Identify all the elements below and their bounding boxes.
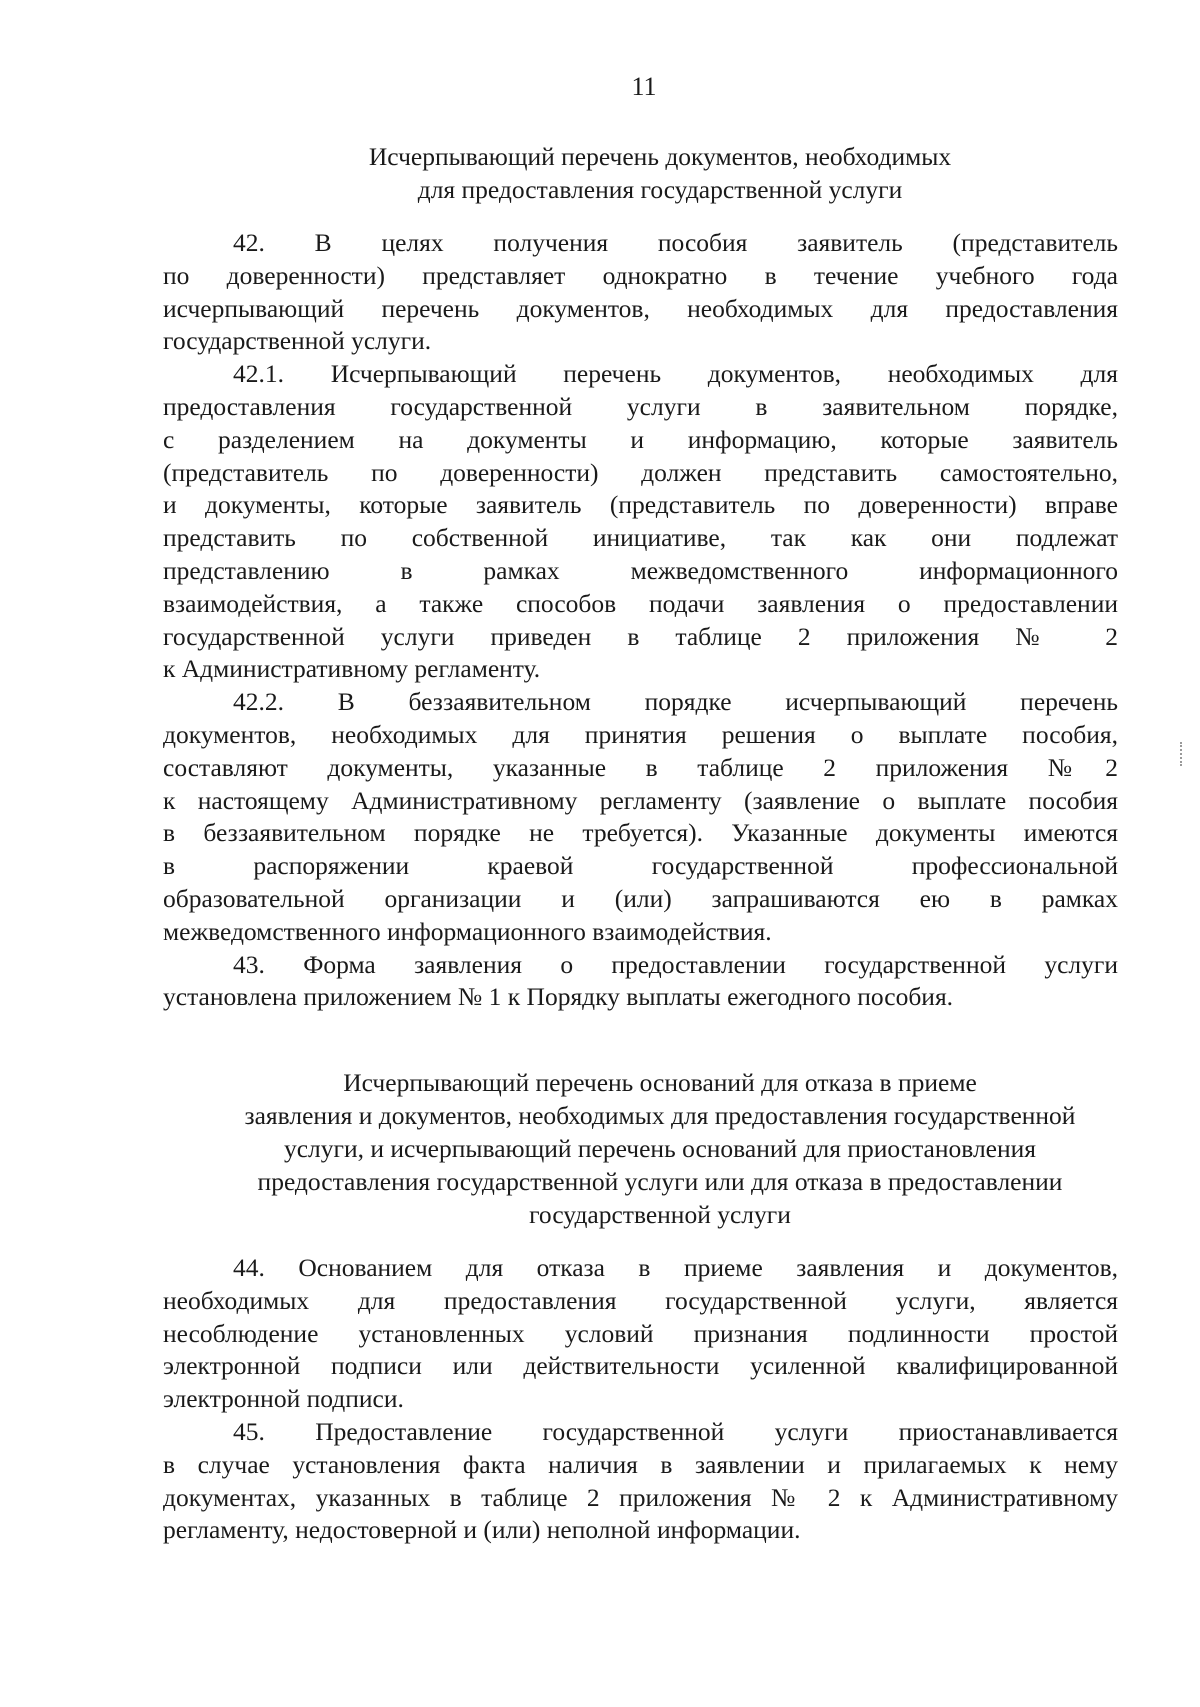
text-line: и документы, которые заявитель (представитель по доверенности) вправе: [163, 490, 1118, 520]
text-line: в беззаявительном порядке не требуется). Указанные документы имеются: [163, 818, 1118, 848]
text-line: образовательной организации и (или) запрашиваются ею в рамках: [163, 883, 1118, 913]
paragraph-42-2: [163, 686, 1118, 948]
paragraph-43: [163, 949, 1118, 1015]
text-line: к Административному регламенту.: [163, 654, 541, 684]
text-line: документов, необходимых для принятия решения о выплате пособия,: [163, 719, 1118, 749]
scan-margin-mark: [1180, 742, 1184, 766]
paragraph-44: [163, 1252, 1118, 1416]
paragraph-42-1: [163, 358, 1118, 686]
text-line: представить по собственной инициативе, так как они подлежат: [163, 523, 1118, 553]
heading-line: предоставления государственной услуги или для отказа в предоставлении: [257, 1167, 1063, 1196]
section-body-refusal: [163, 1252, 1118, 1547]
text-line: межведомственного информационного взаимодействия.: [163, 916, 772, 946]
heading-line: для предоставления государственной услуги: [417, 175, 903, 204]
text-line: предоставления государственной услуги в заявительном порядке,: [163, 391, 1118, 421]
text-line: исчерпывающий перечень документов, необходимых для предоставления: [163, 293, 1118, 323]
text-line: регламенту, недостоверной и (или) неполной информации.: [163, 1515, 801, 1545]
text-line: установлена приложением № 1 к Порядку выплаты ежегодного пособия.: [163, 982, 954, 1012]
text-line: государственной услуги.: [163, 326, 432, 356]
heading-line: Исчерпывающий перечень оснований для отказа в приеме: [343, 1068, 977, 1097]
text-line: 43. Форма заявления о предоставлении государственной услуги: [233, 949, 1118, 979]
text-line: представлению в рамках межведомственного информационного: [163, 555, 1118, 585]
text-line: в распоряжении краевой государственной профессиональной: [163, 851, 1118, 881]
text-line: несоблюдение установленных условий признания подлинности простой: [163, 1318, 1118, 1348]
text-line: в случае установления факта наличия в заявлении и прилагаемых к нему: [163, 1449, 1118, 1479]
text-line: 42.2. В беззаявительном порядке исчерпывающий перечень: [233, 687, 1118, 717]
text-line: 42.1. Исчерпывающий перечень документов, необходимых для: [233, 359, 1118, 389]
text-line: государственной услуги приведен в таблице 2 приложения № 2: [163, 621, 1118, 651]
heading-line: услуги, и исчерпывающий перечень оснований для приостановления: [283, 1134, 1037, 1163]
text-line: с разделением на документы и информацию, которые заявитель: [163, 424, 1118, 454]
text-line: (представитель по доверенности) должен представить самостоятельно,: [163, 457, 1118, 487]
section-body-documents: [163, 227, 1118, 1014]
section-heading-refusal: [150, 1066, 1170, 1231]
text-line: взаимодействия, а также способов подачи заявления о предоставлении: [163, 588, 1118, 618]
text-line: к настоящему Административному регламенту (заявление о выплате пособия: [163, 785, 1118, 815]
text-line: необходимых для предоставления государственной услуги, является: [163, 1285, 1118, 1315]
text-line: по доверенности) представляет однократно в течение учебного года: [163, 260, 1118, 290]
text-line: электронной подписи или действительности усиленной квалифицированной: [163, 1351, 1118, 1381]
paragraph-45: [163, 1416, 1118, 1547]
heading-line: Исчерпывающий перечень документов, необходимых: [368, 142, 952, 171]
heading-line: заявления и документов, необходимых для предоставления государственной: [244, 1101, 1076, 1130]
heading-line: государственной услуги: [529, 1200, 791, 1229]
text-line: 45. Предоставление государственной услуги приостанавливается: [233, 1416, 1118, 1446]
text-line: 42. В целях получения пособия заявитель (представитель: [233, 228, 1118, 257]
paragraph-42: [163, 227, 1118, 358]
text-line: составляют документы, указанные в таблице 2 приложения №2: [163, 752, 1118, 782]
text-line: 44. Основанием для отказа в приеме заявления и документов,: [233, 1253, 1118, 1282]
section-heading-documents: [150, 140, 1170, 206]
page-number: 11: [631, 72, 657, 101]
text-line: документах, указанных в таблице 2 приложения № 2 к Административному: [163, 1482, 1118, 1512]
text-line: электронной подписи.: [163, 1384, 404, 1414]
